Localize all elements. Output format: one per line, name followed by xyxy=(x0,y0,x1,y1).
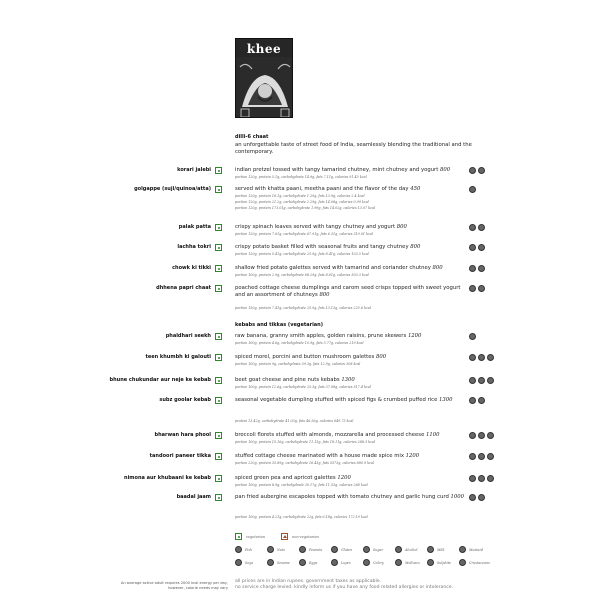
allergen-legend-item: Sesame xyxy=(267,559,299,566)
item-name: tandoori paneer tikka xyxy=(149,453,211,459)
veg-icon xyxy=(215,475,222,482)
item-price: 450 xyxy=(410,186,421,192)
item-nutrition: portion 120g, protein 7.61g, carbohydrate 67.91g, fats 6.31g, calories 319.01 kcal xyxy=(235,232,373,236)
item-nutrition: portion 100g, protein 8.9g, carbohydrate 30.17g, fats 11.53g, calories 268 kcal xyxy=(235,483,368,487)
allergen-icons xyxy=(469,377,494,384)
veg-icon xyxy=(215,397,222,404)
item-nutrition: portion 120g, protein 16.1g, carbohydrate 1.29g, fats 13.9g, calories 2.4 kcal xyxy=(235,194,365,198)
item-price: 800 xyxy=(396,224,407,230)
allergen-icons xyxy=(469,186,476,193)
allergen-icon xyxy=(469,494,476,501)
allergen-icons xyxy=(469,494,485,501)
allergen-icons xyxy=(469,224,485,231)
footer-line: no service charge levied. kindly inform us if you have any food related allergies or intolerance. xyxy=(235,585,454,590)
allergen-icons xyxy=(469,333,476,340)
item-name: nimona aur khubaani ke kebab xyxy=(124,475,211,481)
allergen-legend-item: Gluten xyxy=(331,546,363,553)
item-price: 1200 xyxy=(405,453,420,459)
allergen-legend-item: Eggs xyxy=(299,559,331,566)
allergen-icons xyxy=(469,397,485,404)
sulphite-icon xyxy=(427,559,434,566)
allergen-icons xyxy=(469,285,485,292)
logo-title: khee xyxy=(246,42,282,56)
allergen-legend xyxy=(235,546,495,566)
allergen-icons xyxy=(469,265,485,272)
item-price: 1100 xyxy=(426,432,440,438)
item-nutrition: portion 100g, protein 9g, carbohydrate 39.3g, fats 12.9g, calories 308 kcal xyxy=(235,362,361,366)
item-name: korari jalebi xyxy=(177,167,211,173)
allergen-icon xyxy=(478,377,485,384)
allergen-icons xyxy=(469,453,494,460)
allergen-icon xyxy=(478,244,485,251)
celery-icon xyxy=(363,559,370,566)
allergen-icon xyxy=(478,494,485,501)
veg-icon xyxy=(215,494,222,501)
allergen-legend-item: Lupin xyxy=(331,559,363,566)
peanuts-icon xyxy=(299,546,306,553)
sesame-icon xyxy=(267,559,274,566)
item-name: golgappe (suji/quinoa/atta) xyxy=(134,186,211,192)
item-description: shallow fried potato galettes served with tamarind and coriander chutney 800 xyxy=(235,265,443,271)
item-name: phaldhari seekh xyxy=(165,333,211,339)
fish-icon xyxy=(235,546,242,553)
item-price: 1000 xyxy=(450,494,464,500)
allergen-icon xyxy=(469,167,476,174)
legend-nonveg-label: non-vegetarian xyxy=(292,534,319,539)
item-price: 800 xyxy=(375,354,387,360)
item-nutrition: portion 150g, protein 7.41g, carbohydrate 25.9g, fats 13.13g, calories 225.6 kcal xyxy=(235,306,371,310)
item-nutrition: portion 100g, protein 12.6g, carbohydrate 25.3g, fats 37.08g, calories 517.4 kcal xyxy=(235,385,371,389)
item-description: crispy spinach leaves served with tangy chutney and yogurt 800 xyxy=(235,224,407,230)
allergen-icon xyxy=(478,453,485,460)
allergen-legend-item: Mustard xyxy=(459,546,491,553)
allergen-legend-item: Sugar xyxy=(363,546,395,553)
allergen-icon xyxy=(469,475,476,482)
allergen-icons xyxy=(469,475,494,482)
item-description: crispy potato basket filled with seasonal fruits and tangy chutney 800 xyxy=(235,244,421,250)
item-name: subz goolar kebab xyxy=(159,397,211,403)
lupin-icon xyxy=(331,559,338,566)
gluten-icon xyxy=(331,546,338,553)
item-description: poached cottage cheese dumplings and carom seed crisps topped with sweet yogurt and an assortment of chutneys 800 xyxy=(235,285,461,298)
item-description: seasonal vegetable dumpling stuffed with spiced figs & crumbed puffed rice 1300 xyxy=(235,397,453,403)
alcohol-icon xyxy=(395,546,402,553)
soya-icon xyxy=(235,559,242,566)
allergen-icon xyxy=(478,475,485,482)
item-price: 800 xyxy=(432,265,443,271)
veg-icon xyxy=(215,186,222,193)
logo-illustration-icon xyxy=(236,57,293,118)
allergen-icon xyxy=(469,244,476,251)
allergen-icons xyxy=(469,244,485,251)
allergen-icon xyxy=(478,432,485,439)
allergen-icon xyxy=(469,432,476,439)
allergen-legend-item: Peanuts xyxy=(299,546,331,553)
diet-legend xyxy=(235,533,319,540)
eggs-icon xyxy=(299,559,306,566)
allergen-icon xyxy=(469,224,476,231)
item-name: baadal jaam xyxy=(176,494,211,500)
item-name: chowk ki tikki xyxy=(172,265,211,271)
allergen-legend-item: Crustaceans xyxy=(459,559,491,566)
veg-icon xyxy=(235,533,242,540)
allergen-icon xyxy=(478,354,485,361)
item-description: beet goat cheese and pine nuts kebabs 1300 xyxy=(235,377,355,383)
allergen-icons xyxy=(469,432,494,439)
allergen-icons xyxy=(469,167,485,174)
calorie-note: An average active adult requires 2000 kcal energy per day, however, calorie needs may vary xyxy=(120,581,228,590)
veg-icon xyxy=(215,224,222,231)
allergen-legend-item: Sulphite xyxy=(427,559,459,566)
allergen-icon xyxy=(469,377,476,384)
allergen-legend-item: Soya xyxy=(235,559,267,566)
item-price: 800 xyxy=(440,167,451,173)
item-price: 1300 xyxy=(341,377,355,383)
item-nutrition: portion 120g, protein 173.01g, carbohydrate 1.99g, fats 14.02g, calories 13.07 kcal xyxy=(235,206,376,210)
veg-icon xyxy=(215,167,222,174)
item-description: spiced green pea and apricot galettes 1200 xyxy=(235,475,351,481)
section-intro-chaat: an unforgettable taste of street food of India, seamlessly blending the traditional and the contemporary. xyxy=(235,142,472,155)
sugar-icon xyxy=(363,546,370,553)
nonveg-icon xyxy=(281,533,288,540)
allergen-icon xyxy=(469,333,476,340)
allergen-icon xyxy=(478,265,485,272)
allergen-legend-item: Celery xyxy=(363,559,395,566)
footer-notes xyxy=(235,579,495,591)
item-price: 800 xyxy=(319,292,330,298)
allergen-icon xyxy=(469,397,476,404)
item-name: bharwan hara phool xyxy=(154,432,211,438)
item-name: dhhena papri chaat xyxy=(156,285,211,291)
allergen-icon xyxy=(469,354,476,361)
footer-line: all prices are in Indian rupees. government taxes as applicable. xyxy=(235,579,382,584)
allergen-icon xyxy=(487,432,494,439)
item-nutrition: portion 100g, protein 15.16g, carbohydrate 11.13g, fats 18.11g, calories 288.3 kcal xyxy=(235,440,376,444)
veg-icon xyxy=(215,453,222,460)
item-name: teen khumbh ki galouti xyxy=(145,354,211,360)
item-price: 800 xyxy=(410,244,421,250)
item-name: palak patta xyxy=(178,224,211,230)
allergen-icon xyxy=(478,224,485,231)
veg-icon xyxy=(215,354,222,361)
section-title-chaat: dilli-6 chaat xyxy=(235,134,269,140)
item-nutrition: portion 120g, protein 5.41g, carbohydrate 25.9g, fats 8.41g, calories 103.5 kcal xyxy=(235,252,369,256)
crustaceans-icon xyxy=(459,559,466,566)
allergen-icon xyxy=(487,377,494,384)
item-description: stuffed cottage cheese marinated with a house made spice mix 1200 xyxy=(235,453,420,459)
item-description: broccoli florets stuffed with almonds, mozzarella and processed cheese 1100 xyxy=(235,432,440,438)
allergen-icon xyxy=(478,285,485,292)
mustard-icon xyxy=(459,546,466,553)
item-description: served with khatta paani, meetha paani and the flavor of the day 450 xyxy=(235,186,421,192)
item-nutrition: portion 120g, protein 21.2g, carbohydrate 2.29g, fats 14.08g, calories 0.99 kcal xyxy=(235,200,369,204)
item-price: 1200 xyxy=(337,475,351,481)
item-nutrition: portion 100g, protein 4.21g, carbohydrate 22g, fats 6.18g, calories 172.19 kcal xyxy=(235,515,368,519)
item-description: indian pretzel tossed with tangy tamarind chutney, mint chutney and yogurt 800 xyxy=(235,167,451,173)
veg-icon xyxy=(215,333,222,340)
allergen-legend-item: Alcohol xyxy=(395,546,427,553)
molluscs-icon xyxy=(395,559,402,566)
item-description: pan fried aubergine escapoles topped with tomato chutney and garlic hung curd 1000 xyxy=(235,494,464,500)
item-nutrition: portion 100g, protein 2.9g, carbohydrate 68.29g, fats 8.01g, calories 303.3 kcal xyxy=(235,273,369,277)
item-nutrition: portion 220g, protein 35.89g, carbohydrate 16.43g, fats 5573g, calories 680.9 kcal xyxy=(235,461,374,465)
item-price: 1200 xyxy=(407,333,422,339)
veg-icon xyxy=(215,285,222,292)
allergen-icon xyxy=(487,475,494,482)
allergen-icon xyxy=(469,186,476,193)
legend-veg-label: vegetarian xyxy=(246,534,265,539)
veg-icon xyxy=(215,377,222,384)
allergen-icon xyxy=(469,285,476,292)
allergen-icon xyxy=(469,453,476,460)
allergen-legend-item: Molluscs xyxy=(395,559,427,566)
allergen-legend-item: Milk xyxy=(427,546,459,553)
section-title-kebabs: kebabs and tikkas (vegetarian) xyxy=(235,322,323,328)
item-nutrition: portion 100g, protein 4.6g, carbohydrate 10.9g, fats 5.77g, calories 219 kcal xyxy=(235,341,364,345)
item-price: 1300 xyxy=(439,397,453,403)
item-name: bhune chukundar aur neje ke kebab xyxy=(109,377,211,383)
item-description: spiced morel, porcini and button mushroom galettes 800 xyxy=(235,354,387,360)
allergen-icons xyxy=(469,354,494,361)
item-nutrition: portion 120g, protein 5.1g, carbohydrate 14.9g, fats 7.11g, calories 91.45 kcal xyxy=(235,175,367,179)
item-nutrition: protein 13.42g, carbohydrate 41.03g, fats 46.56g, calories 649.73 kcal xyxy=(235,419,354,423)
item-name: lachha tokri xyxy=(177,244,211,250)
allergen-legend-item: Fish xyxy=(235,546,267,553)
milk-icon xyxy=(427,546,434,553)
veg-icon xyxy=(215,244,222,251)
allergen-icon xyxy=(469,265,476,272)
allergen-legend-item: Nuts xyxy=(267,546,299,553)
nuts-icon xyxy=(267,546,274,553)
veg-icon xyxy=(215,432,222,439)
veg-icon xyxy=(215,265,222,272)
allergen-icon xyxy=(487,354,494,361)
item-description: raw banana, granny smith apples, golden raisins, prune skewers 1200 xyxy=(235,333,422,339)
allergen-icon xyxy=(487,453,494,460)
restaurant-logo xyxy=(235,38,293,118)
allergen-icon xyxy=(478,167,485,174)
allergen-icon xyxy=(478,397,485,404)
